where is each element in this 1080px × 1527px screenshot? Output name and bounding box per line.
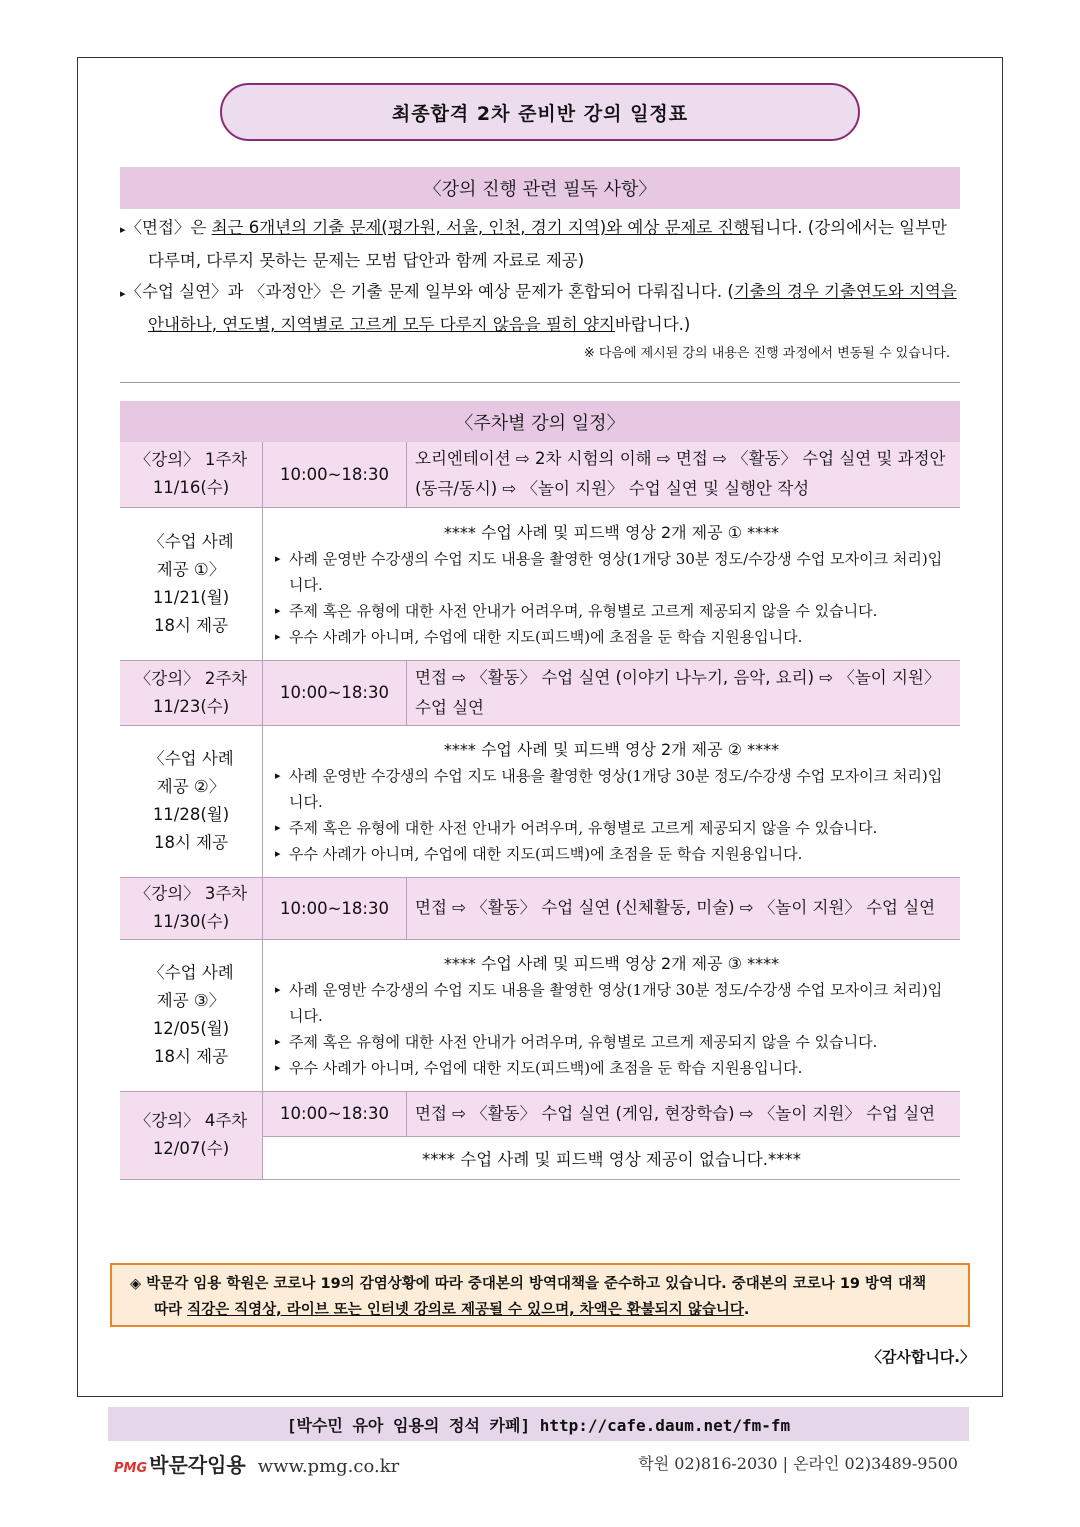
case-row-2 bbox=[120, 725, 960, 877]
logo-name: 박문각임용 bbox=[149, 1453, 246, 1477]
lecture-label: 〈강의〉 2주차 11/23(수) bbox=[120, 660, 263, 725]
lecture-label: 〈강의〉 1주차 11/16(수) bbox=[120, 442, 263, 507]
lecture-row-1 bbox=[120, 442, 960, 507]
notice-item-interview-cont: 다루며, 다루지 못하는 문제는 모범 답안과 함께 자료로 제공) bbox=[148, 251, 585, 270]
thanks-text: 〈감사합니다.〉 bbox=[866, 1348, 975, 1366]
lecture-desc: 면접 ⇨ 〈활동〉 수업 실연 (이야기 나누기, 음악, 요리) ⇨ 〈놀이 지원〉 수업 실연 bbox=[407, 660, 961, 725]
lecture-desc: 면접 ⇨ 〈활동〉 수업 실연 (신체활동, 미술) ⇨ 〈놀이 지원〉 수업 실연 bbox=[407, 877, 961, 939]
lecture-time: 10:00~18:30 bbox=[263, 877, 407, 939]
lecture-desc: 면접 ⇨ 〈활동〉 수업 실연 (게임, 현장학습) ⇨ 〈놀이 지원〉 수업 실연 bbox=[407, 1091, 961, 1136]
lecture-label: 〈강의〉 3주차 11/30(수) bbox=[120, 877, 263, 939]
case-row-1 bbox=[120, 507, 960, 660]
lecture-desc: 오리엔테이션 ⇨ 2차 시험의 이해 ⇨ 면접 ⇨ 〈활동〉 수업 실연 및 과정안 (동극/동시) ⇨ 〈놀이 지원〉 수업 실연 및 실행안 작성 bbox=[407, 442, 961, 507]
case-points bbox=[263, 977, 960, 1081]
case-label: 〈수업 사례 제공 ①〉 11/21(월) 18시 제공 bbox=[120, 507, 263, 660]
notice-item-demo: ▸〈수업 실연〉과 〈과정안〉은 기출 문제 일부와 예상 문제가 혼합되어 다뤄집니다. (기출의 경우 기출연도와 지역을 bbox=[120, 282, 957, 301]
lecture-label: 〈강의〉 4주차 12/07(수) bbox=[120, 1091, 263, 1179]
covid-notice: ◈ 박문각 임용 학원은 코로나 19의 감염상황에 따라 중대본의 방역대책을 준수하고 있습니다. 중대본의 코로나 19 방역 대책 따라 직강은 직영상, 라이브 또는 인터넷 강의로 제공될 수 있으며, 차액은 환불되지 않습니다. bbox=[110, 1263, 970, 1327]
lecture-row-2 bbox=[120, 660, 960, 725]
list-item: ▸ 우수 사례가 아니며, 수업에 대한 지도(피드백)에 초점을 둔 학습 지원용입니다. bbox=[275, 624, 952, 650]
no-case-note: **** 수업 사례 및 피드백 영상 제공이 없습니다.**** bbox=[263, 1136, 961, 1179]
list-item: ▸ 주제 혹은 유형에 대한 사전 안내가 어려우며, 유형별로 고르게 제공되지 않을 수 있습니다. bbox=[275, 815, 952, 841]
case-heading: **** 수업 사례 및 피드백 영상 2개 제공 ① **** bbox=[443, 522, 780, 542]
divider bbox=[120, 382, 960, 383]
notice-header: 〈강의 진행 관련 필독 사항〉 bbox=[120, 167, 960, 209]
case-content bbox=[263, 725, 961, 877]
notice-section bbox=[120, 212, 960, 368]
list-item: ▸ 사례 운영반 수강생의 수업 지도 내용을 촬영한 영상(1개당 30분 정도/수강생 수업 모자이크 처리)입니다. bbox=[275, 763, 952, 815]
pmg-logo bbox=[114, 1449, 399, 1478]
case-heading: **** 수업 사례 및 피드백 영상 2개 제공 ③ **** bbox=[443, 954, 780, 973]
notice-note: ※ 다음에 제시된 강의 내용은 진행 과정에서 변동될 수 있습니다. bbox=[583, 346, 950, 361]
list-item: ▸ 사례 운영반 수강생의 수업 지도 내용을 촬영한 영상(1개당 30분 정도/수강생 수업 모자이크 처리)입니다. bbox=[275, 977, 952, 1029]
website-link[interactable]: www.pmg.co.kr bbox=[257, 1456, 400, 1477]
lecture-row-3 bbox=[120, 877, 960, 939]
schedule-header: 〈주차별 강의 일정〉 bbox=[120, 401, 960, 442]
lecture-time: 10:00~18:30 bbox=[263, 660, 407, 725]
list-item: ▸ 우수 사례가 아니며, 수업에 대한 지도(피드백)에 초점을 둔 학습 지원용입니다. bbox=[275, 841, 952, 867]
case-heading: **** 수업 사례 및 피드백 영상 2개 제공 ② **** bbox=[443, 740, 780, 759]
contact-info: 학원 02)816-2030 | 온라인 02)3489-9500 bbox=[638, 1454, 958, 1473]
case-label: 〈수업 사례 제공 ③〉 12/05(월) 18시 제공 bbox=[120, 939, 263, 1091]
case-row-3 bbox=[120, 939, 960, 1091]
lecture-time: 10:00~18:30 bbox=[263, 442, 407, 507]
list-item: ▸ 주제 혹은 유형에 대한 사전 안내가 어려우며, 유형별로 고르게 제공되지 않을 수 있습니다. bbox=[275, 598, 952, 624]
case-label: 〈수업 사례 제공 ②〉 11/28(월) 18시 제공 bbox=[120, 725, 263, 877]
bullet-icon: ▸ bbox=[120, 287, 126, 300]
case-points bbox=[263, 546, 960, 650]
case-content bbox=[263, 939, 961, 1091]
bullet-icon: ▸ bbox=[120, 223, 126, 236]
page-title: 최종합격 2차 준비반 강의 일정표 bbox=[220, 83, 860, 141]
notice-item-demo-cont: 안내하나, 연도별, 지역별로 고르게 모두 다루지 않음을 필히 양지바랍니다.) bbox=[148, 315, 691, 334]
notice-item-interview: ▸〈면접〉은 최근 6개년의 기출 문제(평가원, 서울, 인천, 경기 지역)와 예상 문제로 진행됩니다. (강의에서는 일부만 bbox=[120, 218, 947, 237]
case-points bbox=[263, 763, 960, 867]
schedule-table bbox=[120, 442, 960, 1180]
diamond-icon: ◈ bbox=[130, 1276, 142, 1292]
lecture-row-4 bbox=[120, 1091, 960, 1136]
list-item: ▸ 주제 혹은 유형에 대한 사전 안내가 어려우며, 유형별로 고르게 제공되지 않을 수 있습니다. bbox=[275, 1029, 952, 1055]
list-item: ▸ 사례 운영반 수강생의 수업 지도 내용을 촬영한 영상(1개당 30분 정도/수강생 수업 모자이크 처리)입니다. bbox=[275, 546, 952, 598]
lecture-time: 10:00~18:30 bbox=[263, 1091, 407, 1136]
pmg-logo-mark: PMG bbox=[114, 1461, 148, 1476]
list-item: ▸ 우수 사례가 아니며, 수업에 대한 지도(피드백)에 초점을 둔 학습 지원용입니다. bbox=[275, 1055, 952, 1081]
cafe-link[interactable]: [박수민 유아 임용의 정석 카페] http://cafe.daum.net/fm-fm bbox=[108, 1407, 969, 1441]
case-content bbox=[263, 507, 961, 660]
